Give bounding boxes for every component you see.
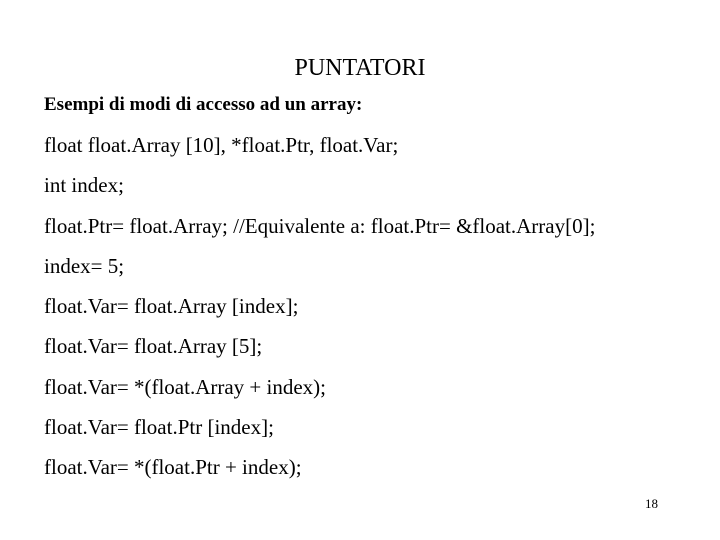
code-lines <box>44 133 595 496</box>
slide-title-text: PUNTATORI <box>294 55 426 81</box>
code-line: index= 5; <box>44 253 125 278</box>
code-line: float.Var= *(float.Array + index); <box>44 374 327 399</box>
code-line: float.Var= *(float.Ptr + index); <box>44 455 302 480</box>
code-line: float.Var= float.Ptr [index]; <box>44 415 274 440</box>
slide-title <box>0 52 720 84</box>
code-line: float.Ptr= float.Array; //Equivalente a: float.Ptr= &float.Array[0]; <box>44 213 596 238</box>
code-line: float float.Array [10], *float.Ptr, float.Var; <box>44 133 399 157</box>
slide-subtitle: Esempi di modi di accesso ad un array: <box>44 94 363 115</box>
code-line: float.Var= float.Array [5]; <box>44 334 263 359</box>
page-number: 18 <box>645 496 658 511</box>
code-line: float.Var= float.Array [index]; <box>44 294 299 319</box>
code-line: int index; <box>44 173 124 198</box>
